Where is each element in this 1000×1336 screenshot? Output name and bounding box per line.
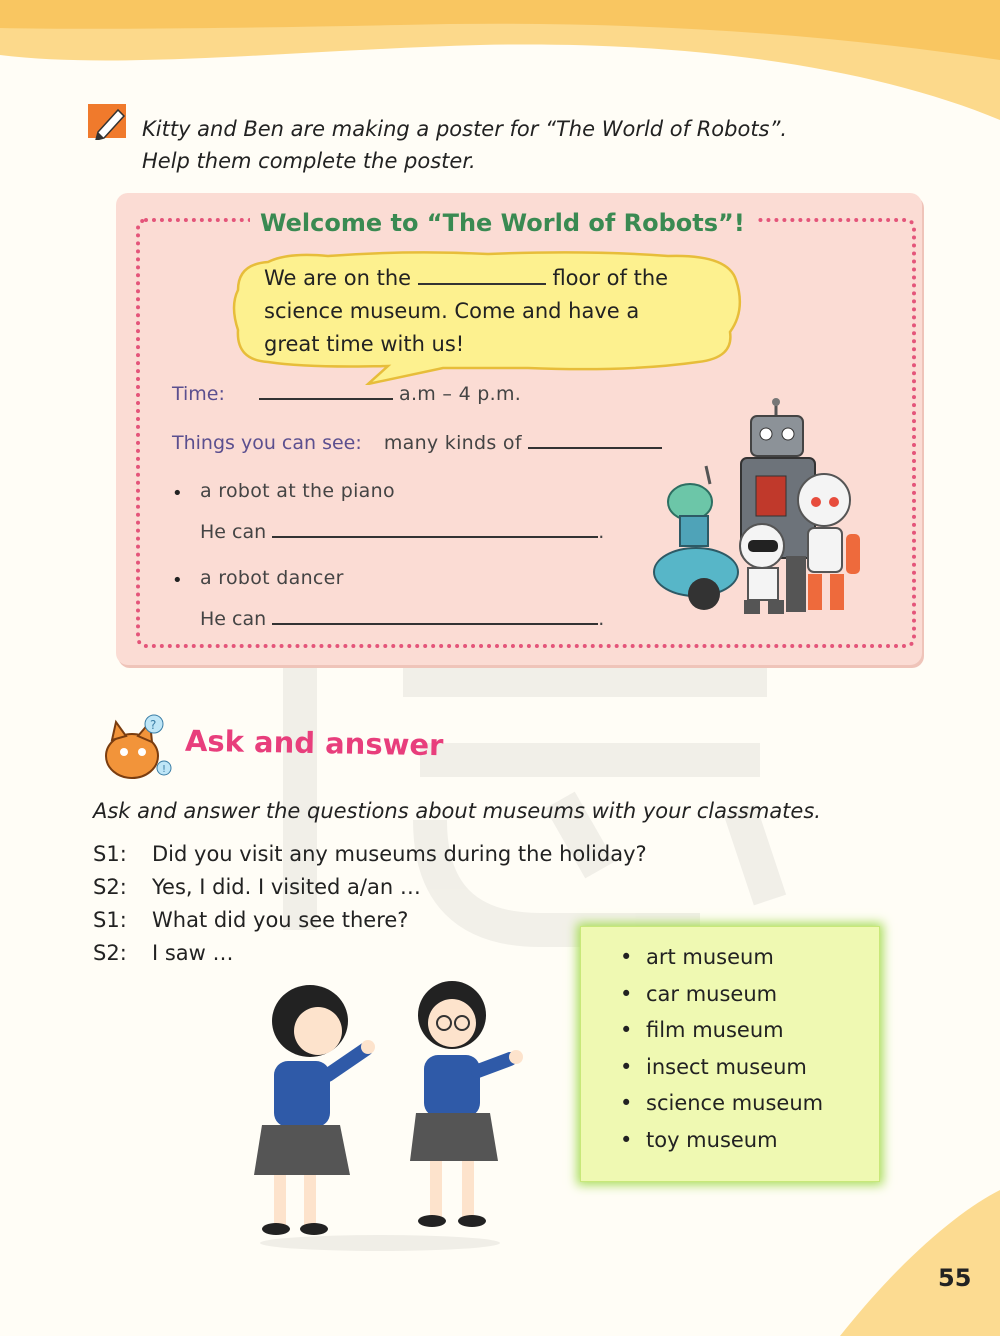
dialogue-speaker: S2: (93, 875, 127, 899)
museum-list-item: • insect museum (620, 1055, 807, 1079)
floor-answer-blank[interactable] (418, 265, 546, 285)
poster-item-1-line (200, 518, 604, 543)
museum-list-item: • film museum (620, 1018, 784, 1042)
cat-mascot-icon (92, 714, 182, 784)
museum-name: science museum (646, 1091, 824, 1115)
time-suffix: a.m – 4 p.m. (399, 383, 522, 405)
museum-name: art museum (646, 945, 774, 969)
bubble-line-1-start: We are on the (264, 266, 412, 290)
things-row (172, 429, 662, 454)
task-instruction (142, 113, 942, 177)
museum-list-item: • science museum (620, 1091, 824, 1115)
things-label: Things you can see: (172, 432, 362, 454)
museum-list-item: • art museum (620, 945, 774, 969)
bubble-line-1-end: floor of the (552, 266, 669, 290)
pencil-icon (88, 104, 132, 140)
dialogue-speaker: S1: (93, 908, 127, 932)
museum-name: toy museum (646, 1128, 778, 1152)
robot-group-illustration (636, 396, 876, 618)
poster-item-1-bullet: • (172, 483, 183, 504)
time-answer-blank[interactable] (259, 380, 393, 400)
museum-list-item: • toy museum (620, 1128, 778, 1152)
poster-item-2-end: . (598, 608, 605, 630)
instruction-line-2: Help them complete the poster. (142, 149, 476, 173)
poster-item-1-title: a robot at the piano (200, 480, 395, 502)
time-row (172, 380, 521, 405)
museum-name: insect museum (646, 1055, 807, 1079)
dialogue-text: Yes, I did. I visited a/an … (152, 875, 421, 899)
dialogue-text: Did you visit any museums during the holiday? (152, 842, 647, 866)
poster-title: Welcome to “The World of Robots”! (250, 205, 755, 241)
time-label: Time: (172, 383, 225, 405)
museum-list-item: • car museum (620, 982, 778, 1006)
dialogue-text: I saw … (152, 941, 234, 965)
museum-name: car museum (646, 982, 778, 1006)
piano-answer-blank[interactable] (272, 518, 598, 538)
poster-item-1-prompt: He can (200, 521, 267, 543)
ask-and-answer-heading: Ask and answer (184, 723, 444, 763)
museum-name: film museum (646, 1018, 784, 1042)
dialogue-speaker: S1: (93, 842, 127, 866)
dancer-answer-blank[interactable] (272, 605, 598, 625)
dialogue-speaker: S2: (93, 941, 127, 965)
poster-item-2-bullet: • (172, 570, 183, 591)
poster-item-2-line (200, 605, 604, 630)
svg-text:!: ! (162, 764, 167, 775)
things-text: many kinds of (383, 432, 522, 454)
svg-text:?: ? (150, 718, 157, 732)
page-number: 55 (938, 1264, 972, 1292)
bubble-text (264, 262, 734, 361)
ask-instruction: Ask and answer the questions about museums with your classmates. (93, 799, 821, 823)
poster-item-2-title: a robot dancer (200, 567, 344, 589)
poster-item-1-end: . (598, 521, 605, 543)
poster-item-2-prompt: He can (200, 608, 267, 630)
dialogue-text: What did you see there? (152, 908, 409, 932)
instruction-line-1: Kitty and Ben are making a poster for “The World of Robots”. (142, 117, 788, 141)
bubble-line-2: science museum. Come and have a (264, 299, 640, 323)
two-girls-illustration (240, 975, 540, 1255)
bubble-line-3: great time with us! (264, 332, 465, 356)
